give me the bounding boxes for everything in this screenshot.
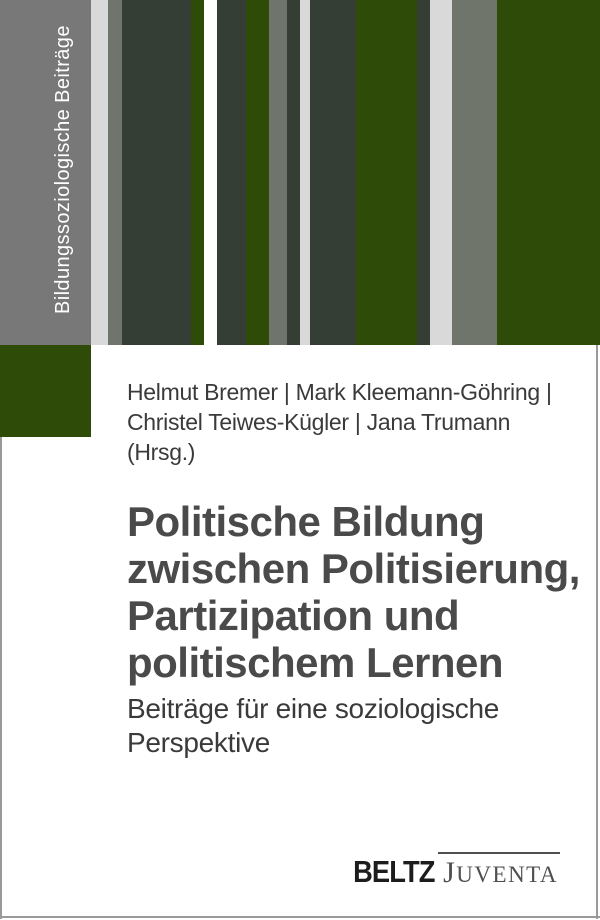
stripe xyxy=(269,0,287,345)
stripe xyxy=(91,0,108,345)
cover-border-left xyxy=(0,437,2,919)
stripe xyxy=(300,0,310,345)
stripe xyxy=(217,0,246,345)
cover-border-right xyxy=(596,345,598,919)
subtitle-line-2: Perspektive xyxy=(127,727,270,758)
title-line-2: zwischen Politisierung, xyxy=(127,545,580,592)
stripe xyxy=(287,0,300,345)
stripe xyxy=(356,0,417,345)
juventa-rest: UVENTA xyxy=(456,862,558,887)
title-line-1: Politische Bildung xyxy=(127,498,485,545)
subtitle-line-1: Beiträge für eine soziologische xyxy=(127,693,500,724)
book-subtitle xyxy=(127,692,499,760)
stripe xyxy=(122,0,191,345)
juventa-initial: J xyxy=(443,856,457,889)
green-square xyxy=(0,345,91,437)
juventa-wordmark xyxy=(438,852,560,890)
series-title: Bildungssoziologische Beiträge xyxy=(52,25,74,314)
stripe xyxy=(108,0,122,345)
stripe xyxy=(204,0,217,345)
publisher-logo xyxy=(342,852,560,890)
stripe xyxy=(310,0,356,345)
beltz-wordmark: BELTZ xyxy=(352,854,435,889)
stripe xyxy=(497,0,600,345)
stripe xyxy=(452,0,497,345)
book-title xyxy=(127,498,580,686)
title-line-4: politischem Lernen xyxy=(127,639,504,686)
stripe xyxy=(430,0,452,345)
stripe xyxy=(191,0,204,345)
title-line-3: Partizipation und xyxy=(127,592,460,639)
stripe xyxy=(246,0,269,345)
authors-block xyxy=(127,377,552,467)
series-sidebar xyxy=(0,0,91,345)
stripe xyxy=(417,0,430,345)
authors-line-1: Helmut Bremer | Mark Kleemann-Göhring | xyxy=(127,379,552,405)
cover-border-bottom xyxy=(0,916,600,918)
editors-suffix: (Hrsg.) xyxy=(127,439,196,465)
authors-line-2: Christel Teiwes-Kügler | Jana Trumann xyxy=(127,409,511,435)
